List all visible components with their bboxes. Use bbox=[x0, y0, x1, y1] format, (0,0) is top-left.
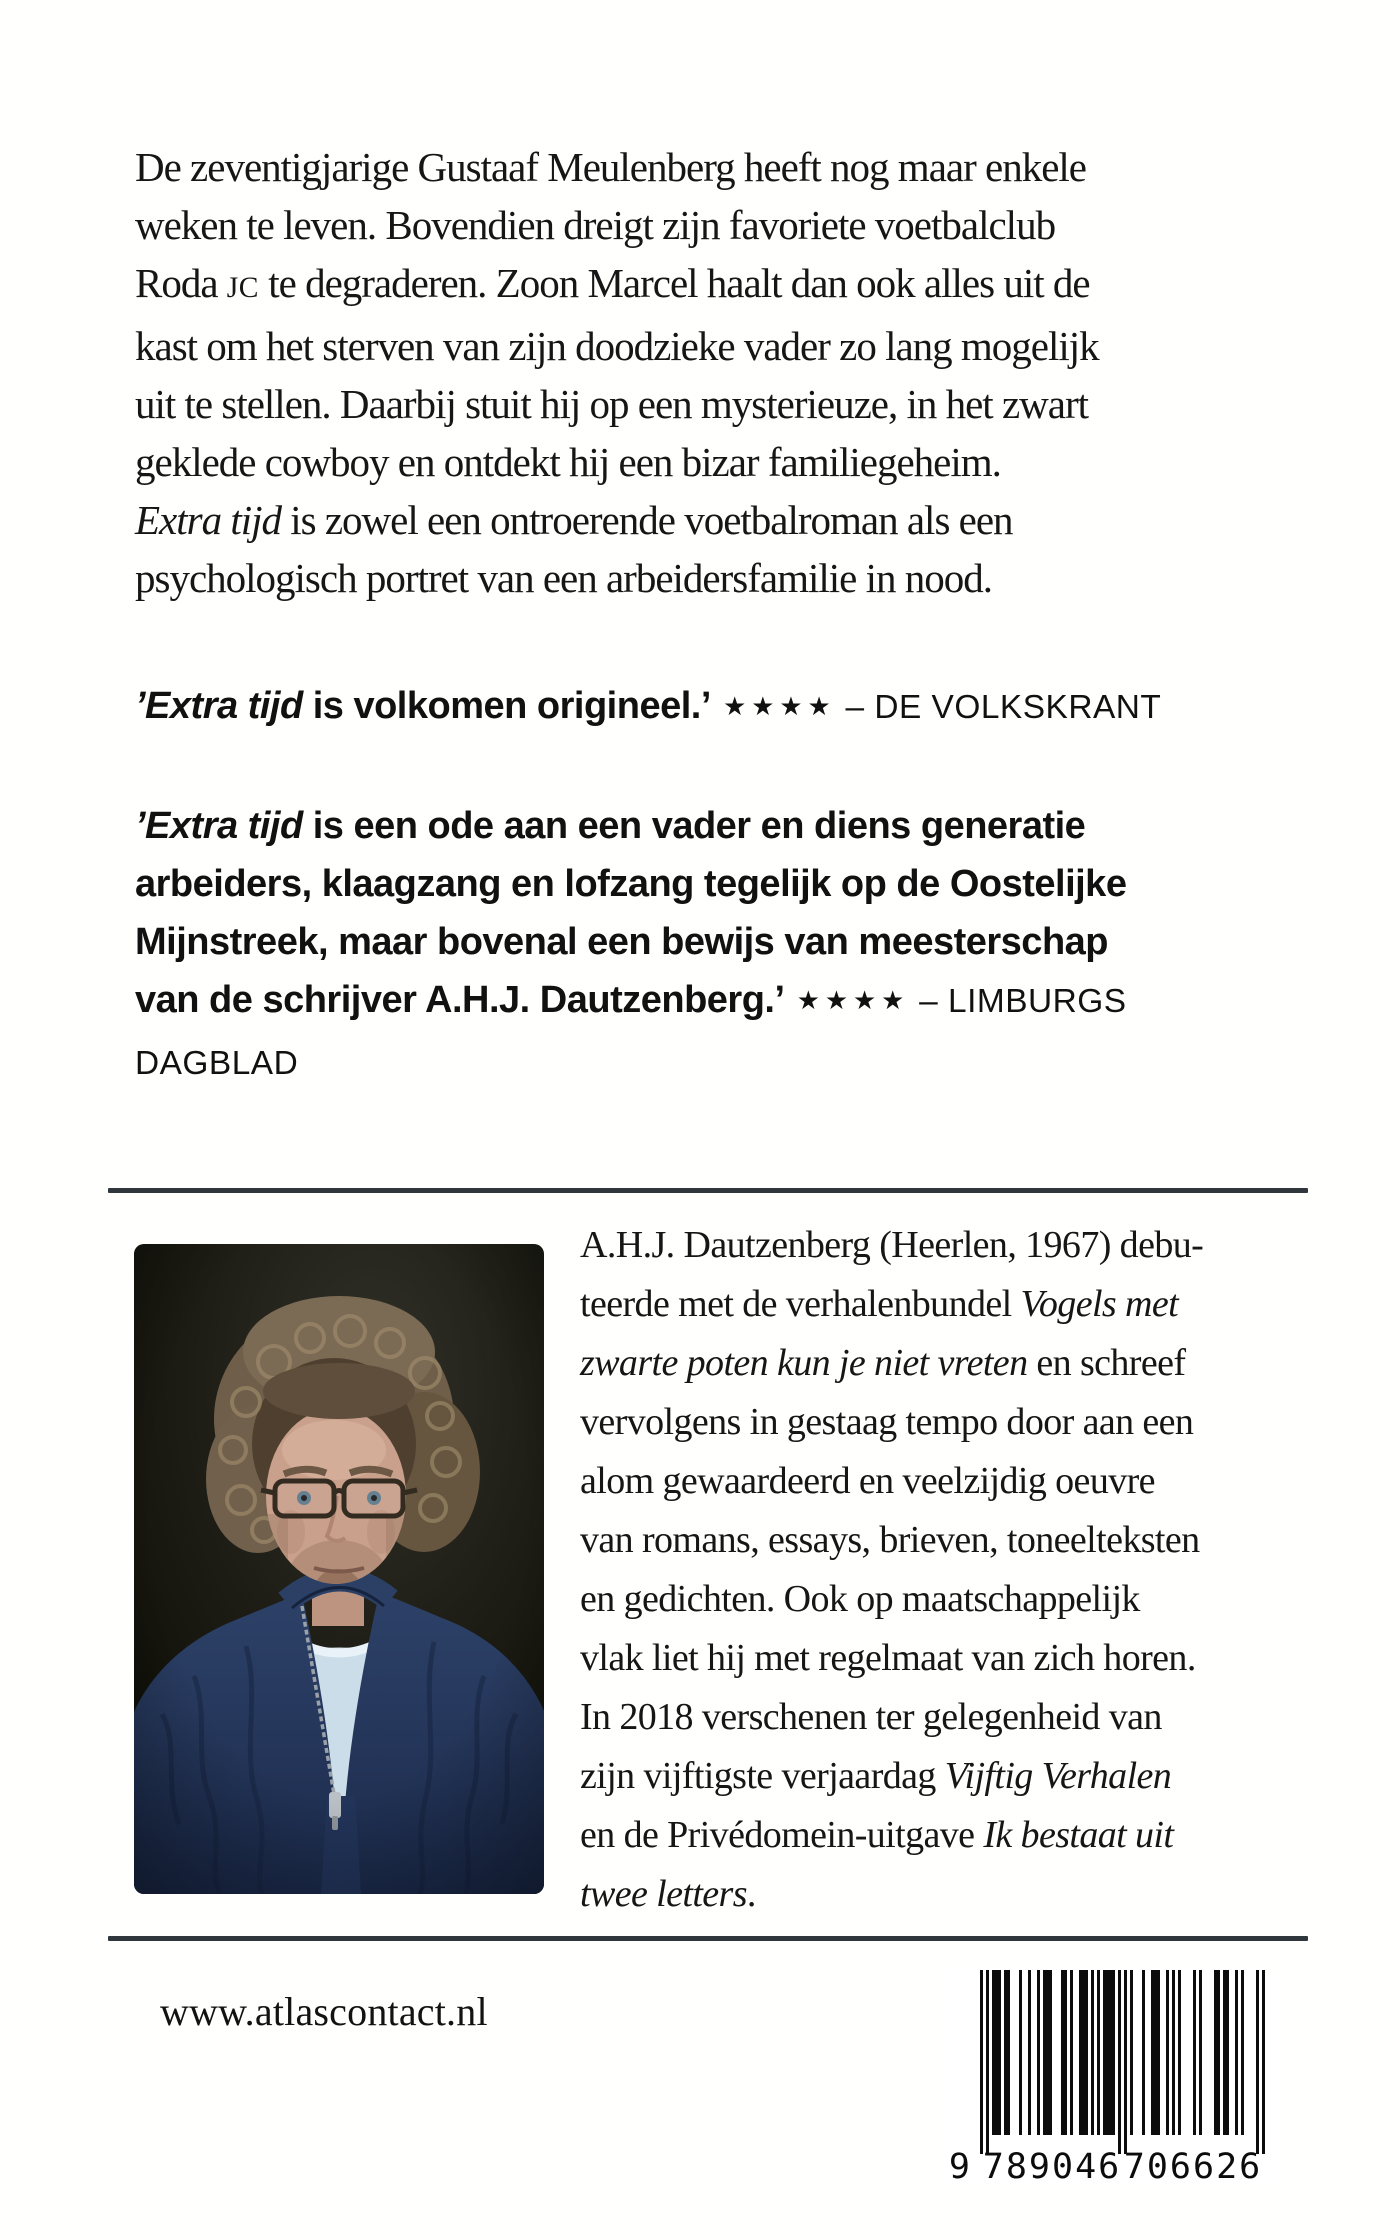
text-line: weken te leven. Bovendien dreigt zijn favoriete voetbalclub bbox=[135, 202, 1056, 248]
text-line: kast om het sterven van zijn doodzieke vader zo lang mogelijk bbox=[135, 323, 1099, 369]
text-line: ’Extra tijd is een ode aan een vader en diens generatie bbox=[135, 805, 1086, 847]
text-line: geklede cowboy en ontdekt hij een bizar familiegeheim. bbox=[135, 439, 1001, 485]
divider-top bbox=[108, 1188, 1308, 1193]
text-line: Extra tijd is zowel een ontroerende voetbalroman als een bbox=[135, 497, 1013, 543]
text-line: In 2018 verschenen ter gelegenheid van bbox=[580, 1696, 1162, 1738]
photo-vignette bbox=[134, 1244, 544, 1894]
text-line: DAGBLAD bbox=[135, 1045, 299, 1082]
text-line: twee letters. bbox=[580, 1873, 756, 1915]
author-bio bbox=[580, 1216, 1203, 1924]
publisher-website: www.atlascontact.nl bbox=[160, 1989, 488, 2034]
text-line: zwarte poten kun je niet vreten en schreef bbox=[580, 1342, 1186, 1384]
synopsis-paragraph bbox=[135, 138, 1099, 607]
text-line: vervolgens in gestaag tempo door aan een bbox=[580, 1401, 1194, 1443]
text-line: Roda JC te degraderen. Zoon Marcel haalt dan ook alles uit de bbox=[135, 260, 1090, 306]
barcode-bars bbox=[942, 1970, 1276, 2184]
text-line: teerde met de verhalenbundel Vogels met bbox=[580, 1283, 1179, 1325]
author-photo bbox=[134, 1244, 544, 1894]
isbn-barcode bbox=[942, 1970, 1276, 2184]
divider-bottom bbox=[108, 1936, 1308, 1941]
text-line: A.H.J. Dautzenberg (Heerlen, 1967) debu- bbox=[580, 1224, 1204, 1266]
text-line: arbeiders, klaagzang en lofzang tegelijk op de Oostelijke bbox=[135, 863, 1127, 905]
text-line: vlak liet hij met regelmaat van zich horen. bbox=[580, 1637, 1196, 1679]
text-line: ’Extra tijd is volkomen origineel.’ ★★★★ – DE VOLKSKRANT bbox=[135, 685, 1162, 727]
text-line: zijn vijftigste verjaardag Vijftig Verhalen bbox=[580, 1755, 1172, 1797]
author-portrait-illustration bbox=[134, 1244, 544, 1894]
barcode-digits: 789046 bbox=[982, 2147, 1122, 2184]
barcode-digits: 706626 bbox=[1123, 2147, 1263, 2184]
text-line: van de schrijver A.H.J. Dautzenberg.’ ★★★★ – LIMBURGS bbox=[135, 979, 1127, 1021]
text-line: Mijnstreek, maar bovenal een bewijs van meesterschap bbox=[135, 921, 1109, 963]
text-line: psychologisch portret van een arbeidersfamilie in nood. bbox=[135, 555, 992, 601]
text-line: en de Privédomein-uitgave Ik bestaat uit bbox=[580, 1814, 1174, 1856]
text-line: alom gewaardeerd en veelzijdig oeuvre bbox=[580, 1460, 1155, 1502]
limburgs-dagblad-quote bbox=[135, 797, 1127, 1093]
volkskrant-quote bbox=[135, 677, 1161, 739]
barcode-digits: 9 bbox=[948, 2147, 972, 2184]
text-line: en gedichten. Ook op maatschappelijk bbox=[580, 1578, 1140, 1620]
text-line: van romans, essays, brieven, toneelteksten bbox=[580, 1519, 1200, 1561]
text-line: De zeventigjarige Gustaaf Meulenberg heeft nog maar enkele bbox=[135, 144, 1086, 190]
text-line: uit te stellen. Daarbij stuit hij op een mysterieuze, in het zwart bbox=[135, 381, 1088, 427]
